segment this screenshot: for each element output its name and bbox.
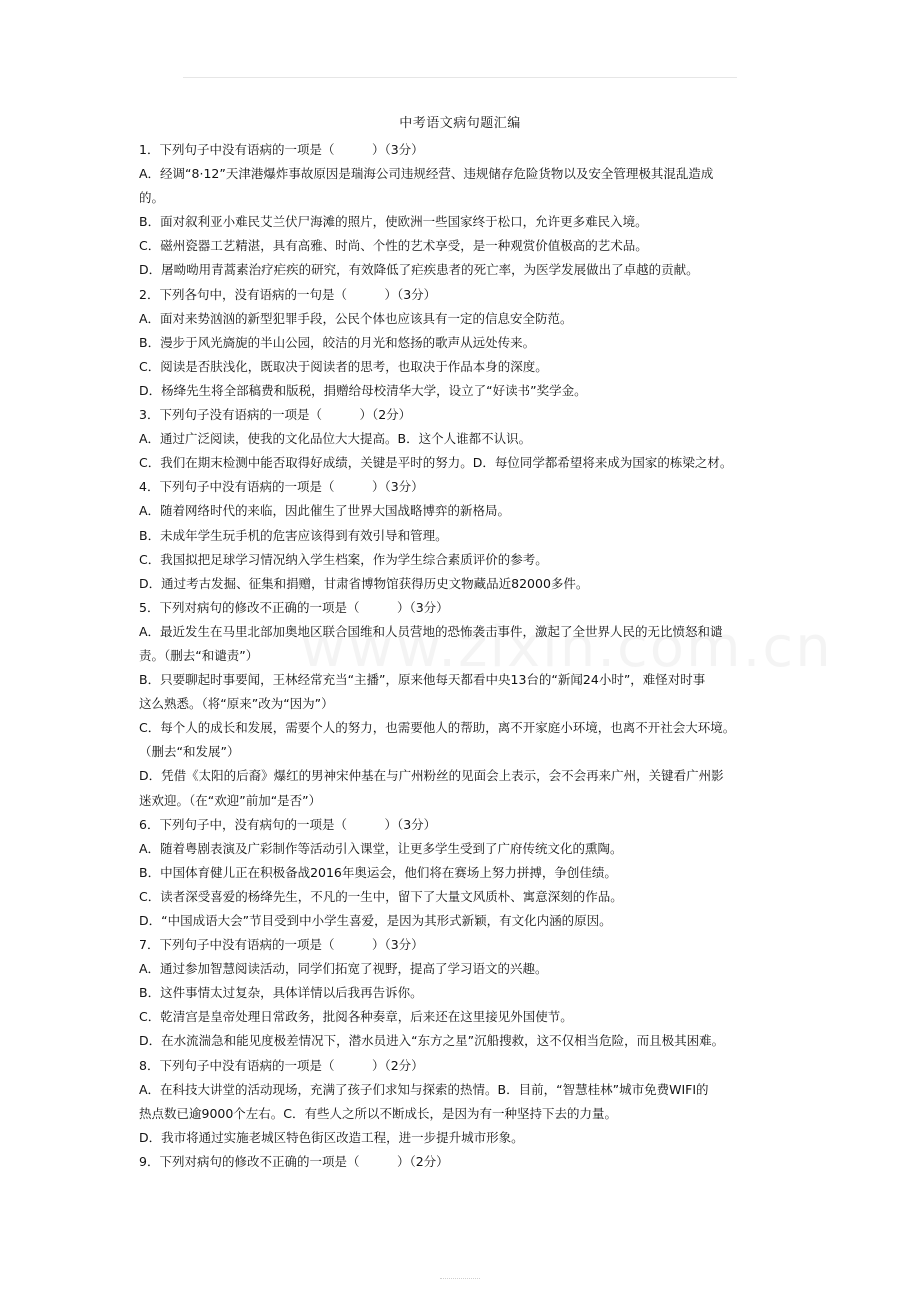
text-line: D．“中国成语大会”节目受到中小学生喜爱，是因为其形式新颖，有文化内涵的原因。 bbox=[139, 913, 612, 928]
page-title: 中考语文病句题汇编 bbox=[399, 116, 521, 131]
text-line: 1．下列句子中没有语病的一项是（ ）（3分） bbox=[139, 142, 424, 157]
text-line: 热点数已逾9000个左右。C．有些人之所以不断成长，是因为有一种坚持下去的力量。 bbox=[139, 1105, 618, 1121]
text-line: 这么熟悉。（将“原来”改为“因为”） bbox=[139, 696, 334, 712]
text-line: 7．下列句子中没有语病的一项是（ ）（3分） bbox=[139, 937, 424, 953]
text-line: B．漫步于风光旖旎的半山公园，皎洁的月光和悠扬的歌声从远处传来。 bbox=[139, 334, 536, 350]
text-line: C．读者深受喜爱的杨绛先生，不凡的一生中，留下了大量文风质朴、寓意深刻的作品。 bbox=[139, 888, 623, 904]
text-line: D．屠呦呦用青蒿素治疗疟疾的研究，有效降低了疟疾患者的死亡率，为医学发展做出了卓越的贡献。 bbox=[139, 262, 699, 278]
text-line: D．在水流湍急和能见度极差情况下，潜水员进入“东方之星”沉船搜救，这不仅相当危险，而且极其困难。 bbox=[139, 1033, 725, 1049]
text-line: 6．下列句子中，没有病句的一项是（ ）（3分） bbox=[139, 816, 437, 832]
text-line: 5．下列对病句的修改不正确的一项是（ ）（3分） bbox=[139, 599, 449, 615]
text-line: C．每个人的成长和发展，需要个人的努力，也需要他人的帮助，离不开家庭小环境，也离不开社会大环境。 bbox=[139, 720, 736, 736]
question-list bbox=[139, 138, 789, 1174]
text-line: A．随着网络时代的来临，因此催生了世界大国战略博弈的新格局。 bbox=[139, 503, 511, 519]
text-line: C．我国拟把足球学习情况纳入学生档案，作为学生综合素质评价的参考。 bbox=[139, 551, 548, 567]
text-line: （删去“和发展”） bbox=[139, 744, 240, 760]
text-line: A．最近发生在马里北部加奥地区联合国维和人员营地的恐怖袭击事件，激起了全世界人民的无比愤怒和谴 bbox=[139, 623, 723, 639]
text-line: C．阅读是否肤浅化，既取决于阅读者的思考，也取决于作品本身的深度。 bbox=[139, 358, 548, 374]
text-line: 9．下列对病句的修改不正确的一项是（ ）（2分） bbox=[139, 1153, 449, 1169]
text-line: C．我们在期末检测中能否取得好成绩，关键是平时的努力。D．每位同学都希望将来成为国家的栋梁之材。 bbox=[139, 455, 733, 471]
text-line: B．这件事情太过复杂，具体详情以后我再告诉你。 bbox=[139, 985, 423, 1001]
text-line: B．中国体育健儿正在积极备战2016年奥运会，他们将在赛场上努力拼搏，争创佳绩。 bbox=[139, 864, 617, 880]
text-line: 8．下列句子中没有语病的一项是（ ）（2分） bbox=[139, 1057, 424, 1073]
text-line: A．通过参加智慧阅读活动，同学们拓宽了视野，提高了学习语文的兴趣。 bbox=[139, 961, 548, 977]
text-line: C．乾清宫是皇帝处理日常政务，批阅各种奏章，后来还在这里接见外国使节。 bbox=[139, 1009, 573, 1025]
header-divider bbox=[183, 77, 737, 78]
text-line: D．凭借《太阳的后裔》爆红的男神宋仲基在与广州粉丝的见面会上表示，会不会再来广州，关键看广州影 bbox=[139, 768, 724, 784]
text-line: 4．下列句子中没有语病的一项是（ ）（3分） bbox=[139, 479, 424, 495]
text-line: A．通过广泛阅读，使我的文化品位大大提高。B．这个人谁都不认识。 bbox=[139, 431, 532, 447]
text-line: D．我市将通过实施老城区特色街区改造工程，进一步提升城市形象。 bbox=[139, 1129, 524, 1145]
text-line: A．经调“8·12”天津港爆炸事故原因是瑞海公司违规经营、违规储存危险货物以及安全管理极其混乱造成 bbox=[139, 166, 714, 182]
text-line: 2．下列各句中，没有语病的一句是（ ）（3分） bbox=[139, 286, 437, 302]
text-line: 3．下列句子没有语病的一项是（ ）（2分） bbox=[139, 407, 412, 423]
text-line: A．在科技大讲堂的活动现场，充满了孩子们求知与探索的热情。B．目前，“智慧桂林”城市免费WIFI的 bbox=[139, 1081, 709, 1097]
text-line: 责。（删去“和谴责”） bbox=[139, 647, 259, 663]
text-line: A．面对来势汹汹的新型犯罪手段，公民个体也应该具有一定的信息安全防范。 bbox=[139, 310, 573, 326]
text-line: B．面对叙利亚小难民艾兰伏尸海滩的照片，使欧洲一些国家终于松口，允许更多难民入境。 bbox=[139, 214, 648, 230]
text-line: D．通过考古发掘、征集和捐赠，甘肃省博物馆获得历史文物藏品近82000多件。 bbox=[139, 575, 589, 591]
text-line: B．只要聊起时事要闻，王林经常充当“主播”，原来他每天都看中央13台的“新闻24小时”，难怪对时事 bbox=[139, 672, 706, 688]
text-line: C．磁州瓷器工艺精湛，具有高雅、时尚、个性的艺术享受，是一种观赏价值极高的艺术品。 bbox=[139, 238, 648, 254]
text-line: A．随着粤剧表演及广彩制作等活动引入课堂，让更多学生受到了广府传统文化的熏陶。 bbox=[139, 840, 623, 856]
text-line: D．杨绛先生将全部稿费和版税，捐赠给母校清华大学，设立了“好读书”奖学金。 bbox=[139, 382, 587, 398]
text-line: 迷欢迎。（在“欢迎”前加“是否”） bbox=[139, 792, 322, 808]
text-line: B．未成年学生玩手机的危害应该得到有效引导和管理。 bbox=[139, 527, 448, 543]
footer-divider bbox=[440, 1278, 480, 1279]
text-line: 的。 bbox=[139, 190, 165, 206]
